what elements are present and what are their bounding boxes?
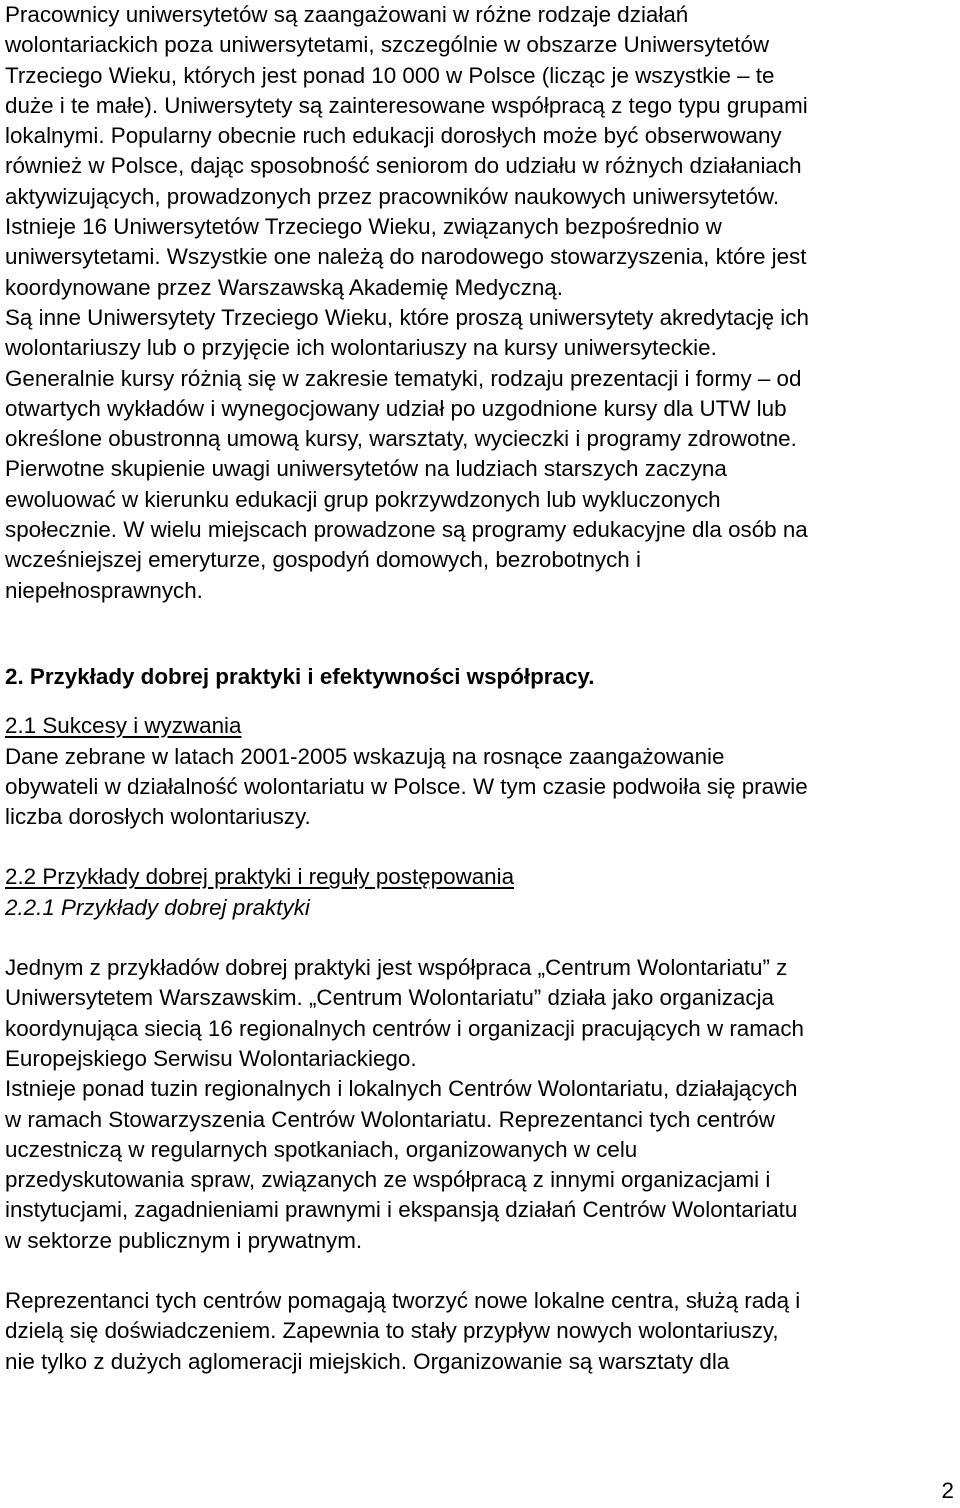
text-line: określone obustronną umową kursy, warsztaty, wycieczki i programy zdrowotne. — [5, 426, 797, 452]
text-line: Jednym z przykładów dobrej praktyki jest współpraca „Centrum Wolontariatu” z — [5, 955, 788, 981]
text-line: Reprezentanci tych centrów pomagają tworzyć nowe lokalne centra, służą radą i — [5, 1287, 801, 1313]
text-line: Europejskiego Serwisu Wolontariackiego. — [5, 1045, 417, 1071]
text-line: Trzeciego Wieku, których jest ponad 10 000 w Polsce (licząc je wszystkie – te — [5, 62, 775, 88]
text-line: uczestniczą w regularnych spotkaniach, organizowanych w celu — [5, 1136, 638, 1162]
subsection-2-1-paragraph — [5, 742, 957, 833]
text-line: koordynująca siecią 16 regionalnych centrów i organizacji pracujących w ramach — [5, 1015, 805, 1041]
text-line: Uniwersytetem Warszawskim. „Centrum Wolontariatu” działa jako organizacja — [5, 985, 774, 1011]
text-line: wolontariuszy lub o przyjęcie ich wolontariuszy na kursy uniwersyteckie. — [5, 335, 717, 361]
text-line: Są inne Uniwersytety Trzeciego Wieku, które proszą uniwersytety akredytację ich — [5, 304, 809, 330]
text-line: liczba dorosłych wolontariuszy. — [5, 804, 311, 830]
text-line: otwartych wykładów i wynegocjowany udział po uzgodnione kursy dla UTW lub — [5, 395, 787, 421]
text-line: Pracownicy uniwersytetów są zaangażowani w różne rodzaje działań — [5, 2, 689, 27]
page-number: 2 — [941, 1478, 954, 1503]
section-heading: 2. Przykłady dobrej praktyki i efektywności współpracy. — [5, 663, 595, 689]
text-line: Istnieje 16 Uniwersytetów Trzeciego Wieku, związanych bezpośrednio w — [5, 214, 722, 240]
centrum-paragraph — [5, 953, 957, 1256]
final-paragraph — [5, 1286, 957, 1377]
subsection-title-2-2-1: 2.2.1 Przykłady dobrej praktyki — [5, 894, 310, 920]
text-line: wolontariackich poza uniwersytetami, szczególnie w obszarze Uniwersytetów — [5, 32, 770, 58]
spacer — [5, 692, 957, 711]
text-line: Dane zebrane w latach 2001-2005 wskazują na rosnące zaangażowanie — [5, 743, 725, 769]
subsection-title-2-1: 2.1 Sukcesy i wyzwania — [5, 713, 242, 739]
text-line: w ramach Stowarzyszenia Centrów Wolontariatu. Reprezentanci tych centrów — [5, 1106, 775, 1132]
text-line: Istnieje ponad tuzin regionalnych i lokalnych Centrów Wolontariatu, działających — [5, 1076, 798, 1102]
text-line: aktywizujących, prowadzonych przez pracowników naukowych uniwersytetów. — [5, 183, 780, 209]
text-line: niepełnosprawnych. — [5, 577, 203, 603]
text-line: duże i te małe). Uniwersytety są zainteresowane współpracą z tego typu grupami — [5, 92, 808, 118]
subsection-title-2-2: 2.2 Przykłady dobrej praktyki i reguły postępowania — [5, 864, 515, 890]
text-line: koordynowane przez Warszawską Akademię Medyczną. — [5, 274, 563, 300]
text-line: w sektorze publicznym i prywatnym. — [5, 1227, 363, 1253]
intro-paragraph — [5, 0, 957, 606]
spacer — [5, 832, 957, 862]
text-line: Generalnie kursy różnią się w zakresie tematyki, rodzaju prezentacji i formy – od — [5, 365, 802, 391]
text-line: przedyskutowania spraw, związanych ze współpracą z innymi organizacjami i — [5, 1167, 771, 1193]
text-line: ewoluować w kierunku edukacji grup pokrzywdzonych lub wykluczonych — [5, 486, 721, 512]
spacer — [5, 1256, 957, 1286]
spacer — [5, 923, 957, 953]
spacer — [5, 606, 957, 662]
text-line: społecznie. W wielu miejscach prowadzone są programy edukacyjne dla osób na — [5, 517, 808, 543]
text-line: dzielą się doświadczeniem. Zapewnia to stały przypływ nowych wolontariuszy, — [5, 1318, 779, 1344]
text-line: również w Polsce, dając sposobność seniorom do udziału w różnych działaniach — [5, 153, 802, 179]
text-line: Pierwotne skupienie uwagi uniwersytetów na ludziach starszych zaczyna — [5, 456, 727, 482]
text-line: instytucjami, zagadnieniami prawnymi i ekspansją działań Centrów Wolontariatu — [5, 1197, 798, 1223]
text-line: uniwersytetami. Wszystkie one należą do narodowego stowarzyszenia, które jest — [5, 244, 807, 270]
text-line: wcześniejszej emeryturze, gospodyń domowych, bezrobotnych i — [5, 547, 641, 573]
text-line: nie tylko z dużych aglomeracji miejskich. Organizowanie są warsztaty dla — [5, 1348, 730, 1374]
document-page — [5, 0, 957, 1377]
text-line: lokalnymi. Popularny obecnie ruch edukacji dorosłych może być obserwowany — [5, 123, 782, 149]
text-line: obywateli w działalność wolontariatu w Polsce. W tym czasie podwoiła się prawie — [5, 773, 808, 799]
